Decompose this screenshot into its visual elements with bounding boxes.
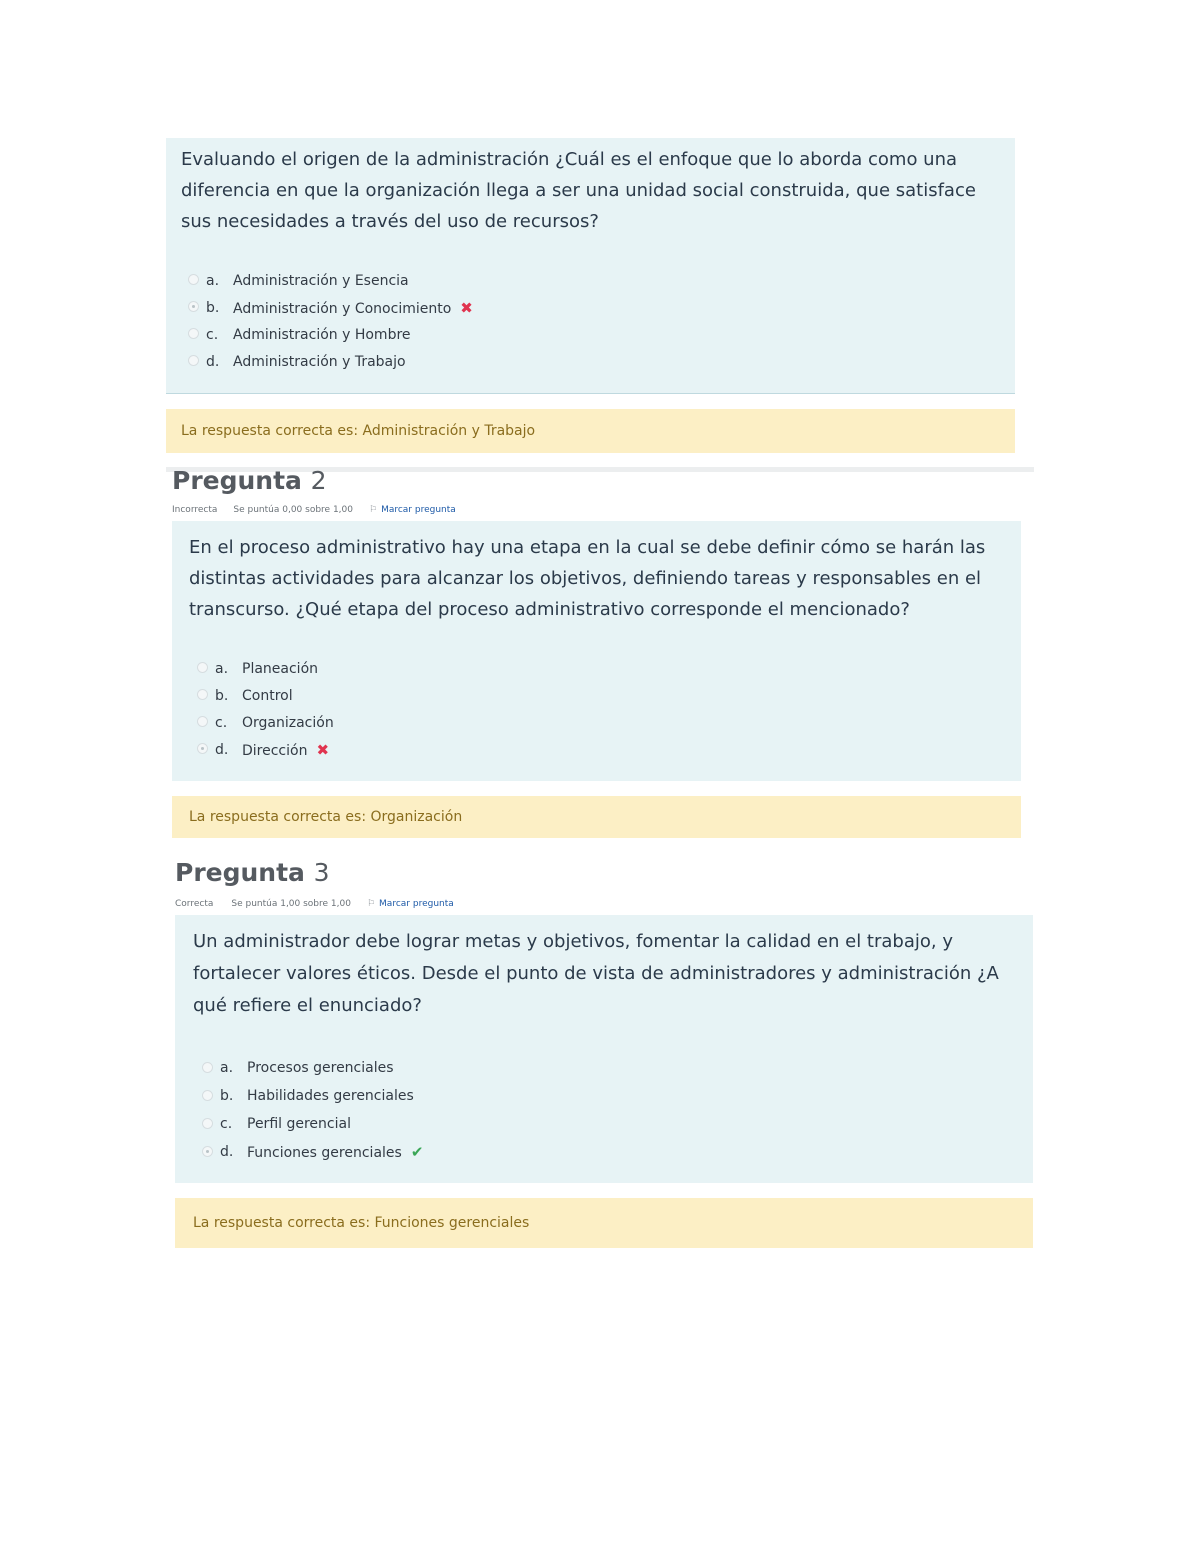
radio-button[interactable] bbox=[197, 662, 208, 673]
radio-button[interactable] bbox=[188, 274, 199, 285]
answer-text: Planeación bbox=[242, 660, 319, 677]
question-score: Se puntúa 0,00 sobre 1,00 bbox=[233, 505, 353, 515]
answer-text: Organización bbox=[242, 714, 334, 731]
question-2-text: En el proceso administrativo hay una etapa en la cual se debe definir cómo se harán las distintas actividades para alcanzar los objetivos, definiendo tareas y responsables en el transcurso. ¿Qué etapa del proceso administrativo corresponde el mencionado? bbox=[189, 537, 986, 620]
radio-button[interactable] bbox=[202, 1118, 213, 1129]
cross-icon: ✖ bbox=[460, 298, 473, 317]
question-3-header bbox=[175, 858, 330, 887]
answer-letter: c. bbox=[206, 326, 219, 343]
answer-letter: d. bbox=[206, 353, 220, 370]
flag-icon[interactable]: ⚐ bbox=[366, 899, 376, 909]
answer-letter: a. bbox=[206, 272, 220, 289]
answer-letter: d. bbox=[220, 1144, 234, 1160]
radio-button[interactable] bbox=[188, 355, 199, 366]
question-status: Correcta bbox=[175, 899, 214, 909]
question-3-box bbox=[175, 915, 1033, 1183]
answer-letter: b. bbox=[215, 687, 229, 704]
answer-text: Control bbox=[242, 687, 293, 704]
radio-button-selected[interactable] bbox=[202, 1146, 213, 1157]
answer-text: Perfil gerencial bbox=[247, 1116, 351, 1132]
answer-text: Procesos gerenciales bbox=[247, 1060, 394, 1076]
feedback-text: La respuesta correcta es: Organización bbox=[189, 809, 463, 825]
check-icon: ✔ bbox=[410, 1143, 424, 1161]
question-3-meta bbox=[175, 899, 454, 909]
question-2-header bbox=[172, 466, 327, 495]
answer-text: Dirección ✖ bbox=[242, 740, 330, 759]
radio-button[interactable] bbox=[197, 716, 208, 727]
radio-button[interactable] bbox=[188, 328, 199, 339]
question-2-meta bbox=[172, 505, 456, 515]
question-2-feedback bbox=[172, 796, 1021, 838]
question-1-box bbox=[166, 138, 1015, 393]
flag-question-link[interactable]: Marcar pregunta bbox=[379, 899, 454, 909]
feedback-text: La respuesta correcta es: Funciones gerenciales bbox=[193, 1215, 530, 1231]
answer-letter: b. bbox=[220, 1088, 234, 1104]
question-status: Incorrecta bbox=[172, 505, 218, 515]
answer-text: Administración y Conocimiento ✖ bbox=[233, 298, 473, 317]
question-1-text: Evaluando el origen de la administración ¿Cuál es el enfoque que lo aborda como una diferencia en que la organización llega a ser una unidad social construida, que satisface sus necesidades a través del uso de recursos? bbox=[181, 149, 976, 232]
question-3-feedback bbox=[175, 1198, 1033, 1248]
answer-text: Habilidades gerenciales bbox=[247, 1088, 414, 1104]
question-3-text: Un administrador debe lograr metas y objetivos, fomentar la calidad en el trabajo, y fortalecer valores éticos. Desde el punto de vista de administradores y administración ¿A qué refiere el enunciado? bbox=[193, 931, 999, 1016]
cross-icon: ✖ bbox=[316, 740, 330, 759]
radio-button-selected[interactable] bbox=[188, 301, 199, 312]
radio-button-selected[interactable] bbox=[197, 743, 208, 754]
flag-icon[interactable]: ⚐ bbox=[368, 505, 378, 515]
answer-text: Administración y Hombre bbox=[233, 326, 411, 343]
answer-letter: b. bbox=[206, 299, 220, 316]
radio-button[interactable] bbox=[197, 689, 208, 700]
feedback-text: La respuesta correcta es: Administración y Trabajo bbox=[181, 423, 536, 439]
question-title: Pregunta 3 bbox=[175, 858, 330, 887]
flag-question-link[interactable]: Marcar pregunta bbox=[381, 505, 456, 515]
question-score: Se puntúa 1,00 sobre 1,00 bbox=[231, 899, 351, 909]
question-1-feedback bbox=[166, 409, 1015, 453]
answer-text: Funciones gerenciales ✔ bbox=[247, 1143, 424, 1161]
answer-letter: c. bbox=[220, 1116, 233, 1132]
divider-line bbox=[166, 393, 1015, 394]
radio-button[interactable] bbox=[202, 1090, 213, 1101]
answer-text: Administración y Trabajo bbox=[233, 353, 406, 370]
answer-text: Administración y Esencia bbox=[233, 272, 409, 289]
answer-letter: c. bbox=[215, 714, 228, 731]
question-title: Pregunta 2 bbox=[172, 466, 327, 495]
answer-letter: a. bbox=[215, 660, 229, 677]
question-2-box bbox=[172, 521, 1021, 781]
radio-button[interactable] bbox=[202, 1062, 213, 1073]
answer-letter: a. bbox=[220, 1060, 234, 1076]
answer-letter: d. bbox=[215, 741, 229, 758]
